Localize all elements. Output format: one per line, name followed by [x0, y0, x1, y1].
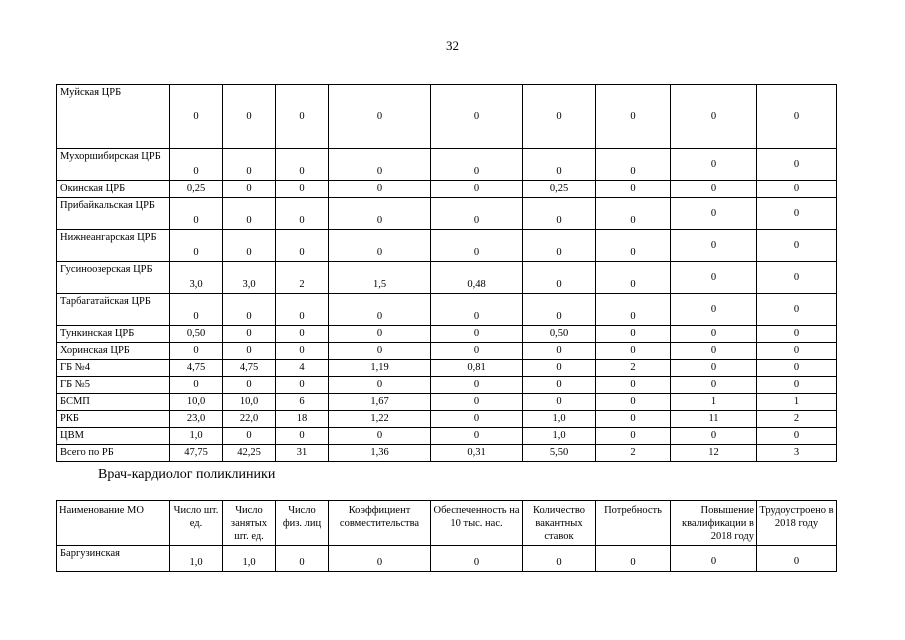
value-cell: 0: [276, 546, 329, 572]
mo-name-cell: ЦВМ: [57, 428, 170, 445]
value-cell: 0: [596, 411, 671, 428]
table-row: [57, 377, 837, 394]
value-cell: 0: [431, 198, 523, 230]
value-cell: 0: [596, 181, 671, 198]
column-header: Наименование МО: [57, 501, 170, 546]
value-cell: 0: [596, 326, 671, 343]
value-cell: 0: [276, 230, 329, 262]
value-cell: 0: [223, 343, 276, 360]
value-cell: 0: [170, 294, 223, 326]
value-cell: 0: [431, 343, 523, 360]
value-cell: 0: [431, 411, 523, 428]
value-cell: 0: [596, 198, 671, 230]
value-cell: 0: [223, 181, 276, 198]
value-cell: 0: [329, 294, 431, 326]
value-cell: 0: [170, 149, 223, 181]
value-cell: 0,48: [431, 262, 523, 294]
value-cell: 0: [596, 262, 671, 294]
value-cell: 0: [329, 181, 431, 198]
table-row: [57, 445, 837, 462]
value-cell: 0: [596, 428, 671, 445]
value-cell: 0: [523, 198, 596, 230]
value-cell: 0: [223, 85, 276, 149]
value-cell: 0: [431, 377, 523, 394]
value-cell: 0: [671, 343, 757, 360]
mo-name-cell: Всего по РБ: [57, 445, 170, 462]
value-cell: 3,0: [223, 262, 276, 294]
value-cell: 10,0: [223, 394, 276, 411]
table-row: [57, 198, 837, 230]
value-cell: 0: [671, 546, 757, 572]
value-cell: 0: [431, 230, 523, 262]
value-cell: 0: [596, 230, 671, 262]
value-cell: 0: [276, 198, 329, 230]
column-header: Коэффициент совместительства: [329, 501, 431, 546]
value-cell: 1,0: [170, 546, 223, 572]
value-cell: 5,50: [523, 445, 596, 462]
value-cell: 4: [276, 360, 329, 377]
staffing-table: [56, 84, 837, 462]
mo-name-cell: Баргузинская: [57, 546, 170, 572]
table-row: [57, 294, 837, 326]
value-cell: 0: [329, 149, 431, 181]
column-header: Число физ. лиц: [276, 501, 329, 546]
mo-name-cell: ГБ №4: [57, 360, 170, 377]
value-cell: 1,67: [329, 394, 431, 411]
table-row: [57, 262, 837, 294]
value-cell: 2: [596, 445, 671, 462]
value-cell: 0: [596, 149, 671, 181]
value-cell: 0: [757, 181, 837, 198]
value-cell: 0: [671, 262, 757, 294]
table-row: [57, 230, 837, 262]
value-cell: 0: [671, 326, 757, 343]
value-cell: 12: [671, 445, 757, 462]
value-cell: 0: [596, 394, 671, 411]
value-cell: 0: [523, 262, 596, 294]
value-cell: 0: [671, 360, 757, 377]
value-cell: 10,0: [170, 394, 223, 411]
value-cell: 0: [671, 149, 757, 181]
value-cell: 0: [757, 377, 837, 394]
value-cell: 0: [757, 198, 837, 230]
value-cell: 0: [596, 546, 671, 572]
value-cell: 0: [757, 546, 837, 572]
value-cell: 22,0: [223, 411, 276, 428]
table-row: [57, 360, 837, 377]
value-cell: 0: [523, 394, 596, 411]
value-cell: 0,31: [431, 445, 523, 462]
table-row: [57, 546, 837, 572]
value-cell: 0: [431, 428, 523, 445]
column-header: Трудоустроено в 2018 году: [757, 501, 837, 546]
value-cell: 0: [329, 230, 431, 262]
value-cell: 0: [431, 181, 523, 198]
value-cell: 0: [276, 326, 329, 343]
value-cell: 0: [329, 546, 431, 572]
value-cell: 4,75: [223, 360, 276, 377]
value-cell: 0: [523, 377, 596, 394]
value-cell: 0: [757, 230, 837, 262]
value-cell: 1,0: [523, 428, 596, 445]
value-cell: 0: [596, 85, 671, 149]
value-cell: 42,25: [223, 445, 276, 462]
value-cell: 2: [757, 411, 837, 428]
value-cell: 1,22: [329, 411, 431, 428]
value-cell: 0: [431, 294, 523, 326]
value-cell: 1: [757, 394, 837, 411]
value-cell: 0: [170, 343, 223, 360]
value-cell: 0: [329, 428, 431, 445]
value-cell: 2: [276, 262, 329, 294]
value-cell: 0: [757, 262, 837, 294]
value-cell: 0: [329, 343, 431, 360]
mo-name-cell: Тарбагатайская ЦРБ: [57, 294, 170, 326]
section-title: Врач-кардиолог поликлиники: [98, 467, 276, 482]
staffing-table-body: [57, 85, 837, 462]
mo-name-cell: Прибайкальская ЦРБ: [57, 198, 170, 230]
table-row: [57, 411, 837, 428]
value-cell: 0: [596, 294, 671, 326]
column-header: Повышение квалификации в 2018 году: [671, 501, 757, 546]
table-row: [57, 394, 837, 411]
value-cell: 2: [596, 360, 671, 377]
value-cell: 0: [223, 230, 276, 262]
table-row: [57, 85, 837, 149]
value-cell: 0: [223, 428, 276, 445]
value-cell: 0: [431, 394, 523, 411]
value-cell: 0: [276, 85, 329, 149]
value-cell: 0: [431, 326, 523, 343]
mo-name-cell: Тункинская ЦРБ: [57, 326, 170, 343]
table-row: [57, 326, 837, 343]
value-cell: 0: [329, 326, 431, 343]
value-cell: 6: [276, 394, 329, 411]
value-cell: 0,25: [170, 181, 223, 198]
value-cell: 0: [276, 149, 329, 181]
value-cell: 0: [329, 198, 431, 230]
value-cell: 1,36: [329, 445, 431, 462]
value-cell: 3: [757, 445, 837, 462]
value-cell: 31: [276, 445, 329, 462]
mo-name-cell: Хоринская ЦРБ: [57, 343, 170, 360]
value-cell: 0: [431, 546, 523, 572]
value-cell: 0: [223, 198, 276, 230]
column-header: Потребность: [596, 501, 671, 546]
value-cell: 0: [757, 428, 837, 445]
value-cell: 18: [276, 411, 329, 428]
value-cell: 1,5: [329, 262, 431, 294]
table-row: [57, 343, 837, 360]
mo-name-cell: Мухоршибирская ЦРБ: [57, 149, 170, 181]
value-cell: 0: [523, 85, 596, 149]
value-cell: 1,0: [223, 546, 276, 572]
value-cell: 1,19: [329, 360, 431, 377]
value-cell: 0: [329, 377, 431, 394]
value-cell: 0: [671, 377, 757, 394]
value-cell: 0: [223, 377, 276, 394]
value-cell: 1: [671, 394, 757, 411]
mo-name-cell: Окинская ЦРБ: [57, 181, 170, 198]
value-cell: 0: [276, 428, 329, 445]
value-cell: 0: [276, 181, 329, 198]
value-cell: 47,75: [170, 445, 223, 462]
value-cell: 0: [223, 326, 276, 343]
value-cell: 0: [757, 343, 837, 360]
value-cell: 0,50: [523, 326, 596, 343]
value-cell: 0: [757, 360, 837, 377]
column-header: Количество вакантных ставок: [523, 501, 596, 546]
mo-name-cell: РКБ: [57, 411, 170, 428]
table-row: [57, 181, 837, 198]
value-cell: 0: [276, 294, 329, 326]
value-cell: 0: [596, 377, 671, 394]
value-cell: 0: [671, 428, 757, 445]
value-cell: 0: [757, 149, 837, 181]
value-cell: 0: [671, 198, 757, 230]
value-cell: 0: [170, 85, 223, 149]
value-cell: 0,25: [523, 181, 596, 198]
value-cell: 0: [223, 294, 276, 326]
column-header: Число занятых шт. ед.: [223, 501, 276, 546]
value-cell: 0: [671, 230, 757, 262]
mo-name-cell: БСМП: [57, 394, 170, 411]
value-cell: 0: [757, 85, 837, 149]
value-cell: 0,50: [170, 326, 223, 343]
value-cell: 0: [757, 294, 837, 326]
value-cell: 0: [523, 294, 596, 326]
value-cell: 0: [431, 149, 523, 181]
value-cell: 0: [431, 85, 523, 149]
value-cell: 0: [523, 343, 596, 360]
mo-name-cell: Гусиноозерская ЦРБ: [57, 262, 170, 294]
value-cell: 0: [170, 377, 223, 394]
table-header-row: [57, 501, 837, 546]
value-cell: 0: [276, 377, 329, 394]
column-header: Число шт. ед.: [170, 501, 223, 546]
value-cell: 0: [596, 343, 671, 360]
value-cell: 0: [671, 181, 757, 198]
value-cell: 0: [276, 343, 329, 360]
value-cell: 0: [329, 85, 431, 149]
value-cell: 11: [671, 411, 757, 428]
value-cell: 1,0: [170, 428, 223, 445]
value-cell: 0: [523, 360, 596, 377]
mo-name-cell: ГБ №5: [57, 377, 170, 394]
value-cell: 4,75: [170, 360, 223, 377]
cardiologist-table: [56, 500, 837, 572]
value-cell: 0: [170, 230, 223, 262]
value-cell: 1,0: [523, 411, 596, 428]
value-cell: 23,0: [170, 411, 223, 428]
value-cell: 0: [223, 149, 276, 181]
value-cell: 0: [170, 198, 223, 230]
value-cell: 0: [523, 149, 596, 181]
value-cell: 0: [671, 85, 757, 149]
value-cell: 0: [671, 294, 757, 326]
cardiologist-table-body: [57, 546, 837, 572]
mo-name-cell: Муйская ЦРБ: [57, 85, 170, 149]
page-number: 32: [446, 38, 459, 53]
table-row: [57, 149, 837, 181]
table-row: [57, 428, 837, 445]
value-cell: 3,0: [170, 262, 223, 294]
column-header: Обеспеченность на 10 тыс. нас.: [431, 501, 523, 546]
mo-name-cell: Нижнеангарская ЦРБ: [57, 230, 170, 262]
value-cell: 0: [523, 230, 596, 262]
value-cell: 0,81: [431, 360, 523, 377]
value-cell: 0: [523, 546, 596, 572]
value-cell: 0: [757, 326, 837, 343]
